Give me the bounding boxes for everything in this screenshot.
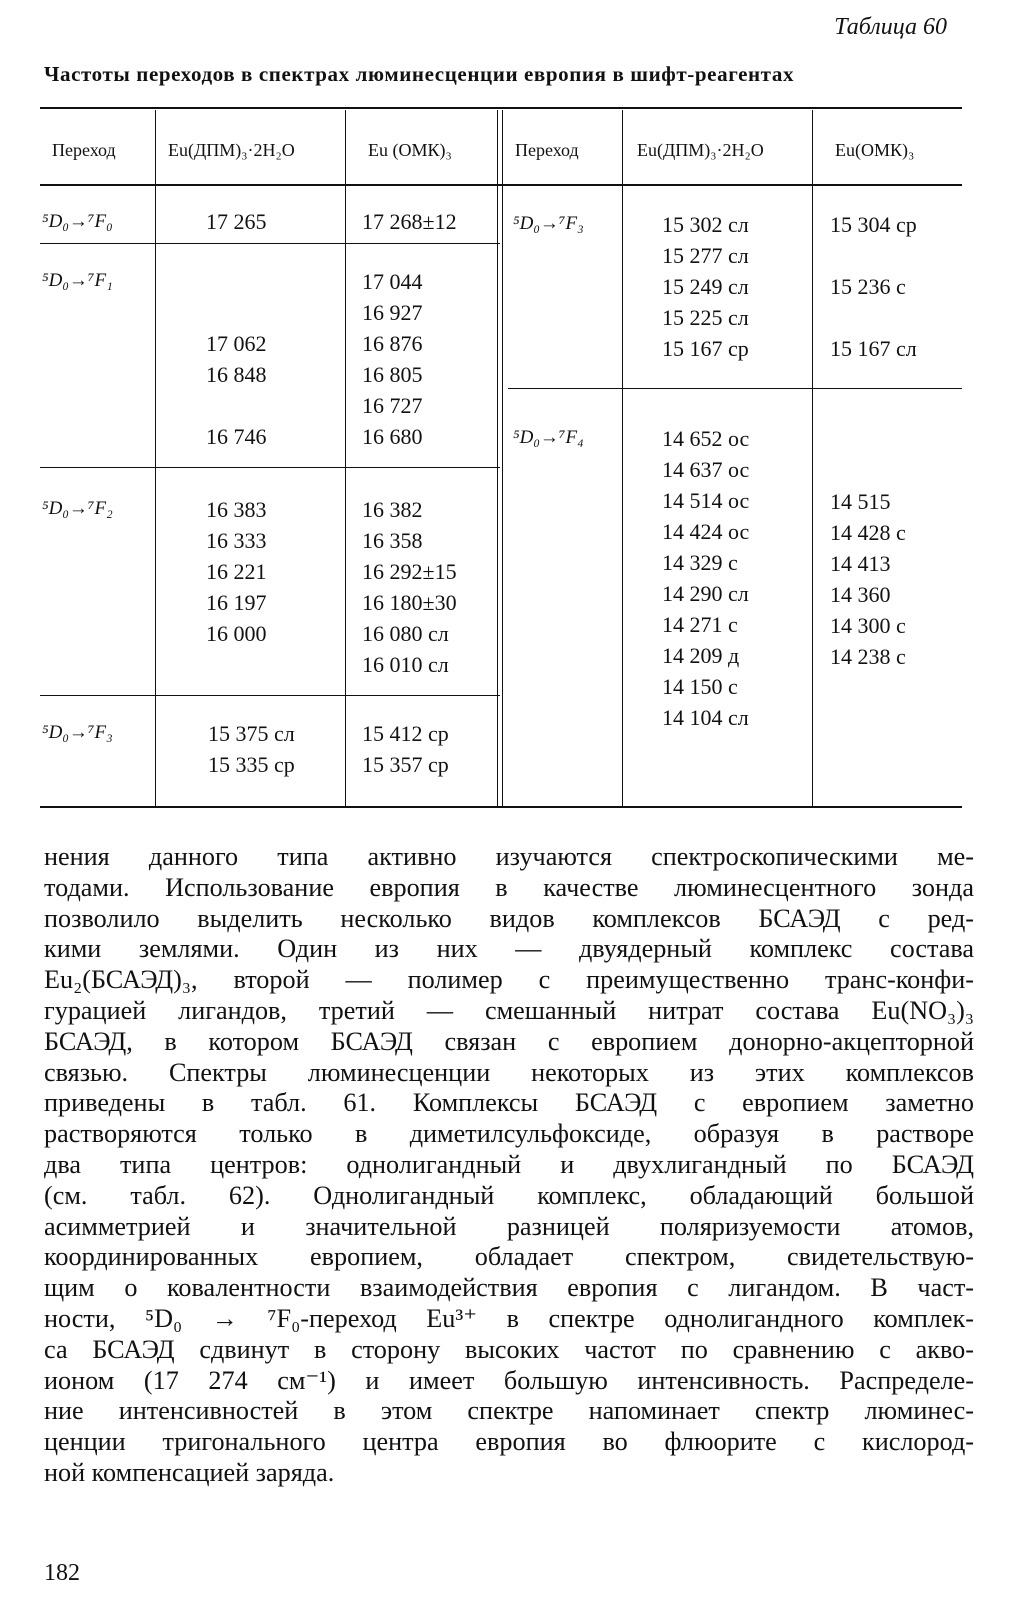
transition-label: ⁵D₀→⁷F₀ — [42, 211, 113, 232]
text-line: асимметрией и значительной разницей поляризуемости атомов, — [44, 1211, 974, 1241]
text-line: щим о ковалентности взаимодействия европия с лигандом. В част- — [44, 1273, 974, 1303]
table-cell: 14 515 14 428 с 14 413 14 360 14 300 с 14 238 с — [830, 489, 906, 669]
header-omk-left: Eu (ОМК)₃ — [368, 140, 452, 160]
text-line: координированных европием, обладает спектром, свидетельствую- — [44, 1242, 974, 1272]
text-line: позволило выделить несколько видов комплексов БСАЭД с ред- — [44, 903, 974, 933]
table-number: Таблица 60 — [834, 14, 947, 40]
text-line: кими землями. Один из них — двуядерный комплекс состава — [44, 934, 974, 964]
text-line: (см. табл. 62). Однолигандный комплекс, обладающий большой — [44, 1180, 974, 1210]
body-paragraph — [44, 842, 974, 1489]
text-line: гурацией лигандов, третий — смешанный нитрат состава Eu(NO₃)₃ — [44, 995, 974, 1025]
text-line: ности, ⁵D₀ → ⁷F₀-переход Eu³⁺ в спектре однолигандного комплек- — [44, 1303, 974, 1333]
header-dpm-right: Eu(ДПМ)₃·2H₂O — [637, 140, 764, 160]
table-cell: 15 375 сл 15 335 ср — [208, 721, 295, 777]
table-cell: 16 746 — [206, 424, 267, 449]
text-line: ной компенсацией заряда. — [44, 1457, 335, 1487]
text-line: приведены в табл. 61. Комплексы БСАЭД с европием заметно — [44, 1088, 974, 1118]
text-line: тодами. Использование европия в качестве люминесцентного зонда — [44, 872, 974, 902]
table-cell: 17 265 — [206, 209, 267, 234]
text-line: ценции тригонального центра европия во флюорите с кислород- — [44, 1427, 974, 1457]
table-cell: 14 652 ос 14 637 ос 14 514 ос 14 424 ос 14 329 с 14 290 сл 14 271 с 14 209 д 14 150 с 14 104 сл — [662, 426, 750, 730]
text-line: растворяются только в диметилсульфоксиде, образуя в растворе — [44, 1119, 974, 1149]
header-dpm-left: Eu(ДПМ)₃·2H₂O — [168, 140, 295, 160]
text-line: ионом (17 274 см⁻¹) и имеет большую интенсивность. Распределе- — [44, 1365, 974, 1395]
table-cell: 15 167 сл — [830, 336, 917, 361]
table-cell: 15 412 ср 15 357 ср — [362, 721, 449, 777]
header-omk-right: Eu(ОМК)₃ — [835, 140, 915, 160]
table-cell: 17 268±12 — [362, 209, 457, 234]
text-line: Eu₂(БСАЭД)₃, второй — полимер с преимущественно транс-конфи- — [44, 965, 974, 995]
table-cell: 17 062 16 848 — [206, 331, 267, 387]
transition-label: ⁵D₀→⁷F₃ — [42, 722, 113, 743]
text-line: нения данного типа активно изучаются спектроскопическими ме- — [44, 842, 974, 871]
table-cell: 16 382 16 358 16 292±15 16 180±30 16 080 сл 16 010 сл — [362, 497, 457, 677]
table-cell: 16 383 16 333 16 221 16 197 16 000 — [206, 497, 267, 646]
table-cell: 15 302 сл 15 277 сл 15 249 сл 15 225 сл 15 167 ср — [662, 212, 749, 361]
transition-label: ⁵D₀→⁷F₃ — [513, 213, 584, 234]
transition-label: ⁵D₀→⁷F₄ — [513, 427, 584, 448]
header-transition-left: Переход — [52, 140, 116, 160]
table-cell: 15 304 ср — [830, 212, 917, 237]
text-line: связью. Спектры люминесценции некоторых из этих комплексов — [44, 1057, 974, 1087]
transition-label: ⁵D₀→⁷F₁ — [42, 270, 113, 291]
text-line: два типа центров: однолигандный и двухлигандный по БСАЭД — [44, 1149, 974, 1179]
text-line: са БСАЭД сдвинут в сторону высоких частот по сравнению с акво- — [44, 1334, 974, 1364]
table-cell: 17 044 16 927 16 876 16 805 16 727 16 680 — [362, 269, 423, 449]
table-title: Частоты переходов в спектрах люминесценции европия в шифт-реагентах — [44, 62, 795, 86]
text-line: ние интенсивностей в этом спектре напоминает спектр люминес- — [44, 1396, 974, 1426]
table-cell: 15 236 с — [830, 274, 906, 299]
text-line: БСАЭД, в котором БСАЭД связан с европием донорно-акцепторной — [44, 1026, 974, 1056]
header-transition-right: Переход — [515, 140, 579, 160]
transition-label: ⁵D₀→⁷F₂ — [42, 498, 113, 519]
page-number: 182 — [44, 1560, 80, 1586]
